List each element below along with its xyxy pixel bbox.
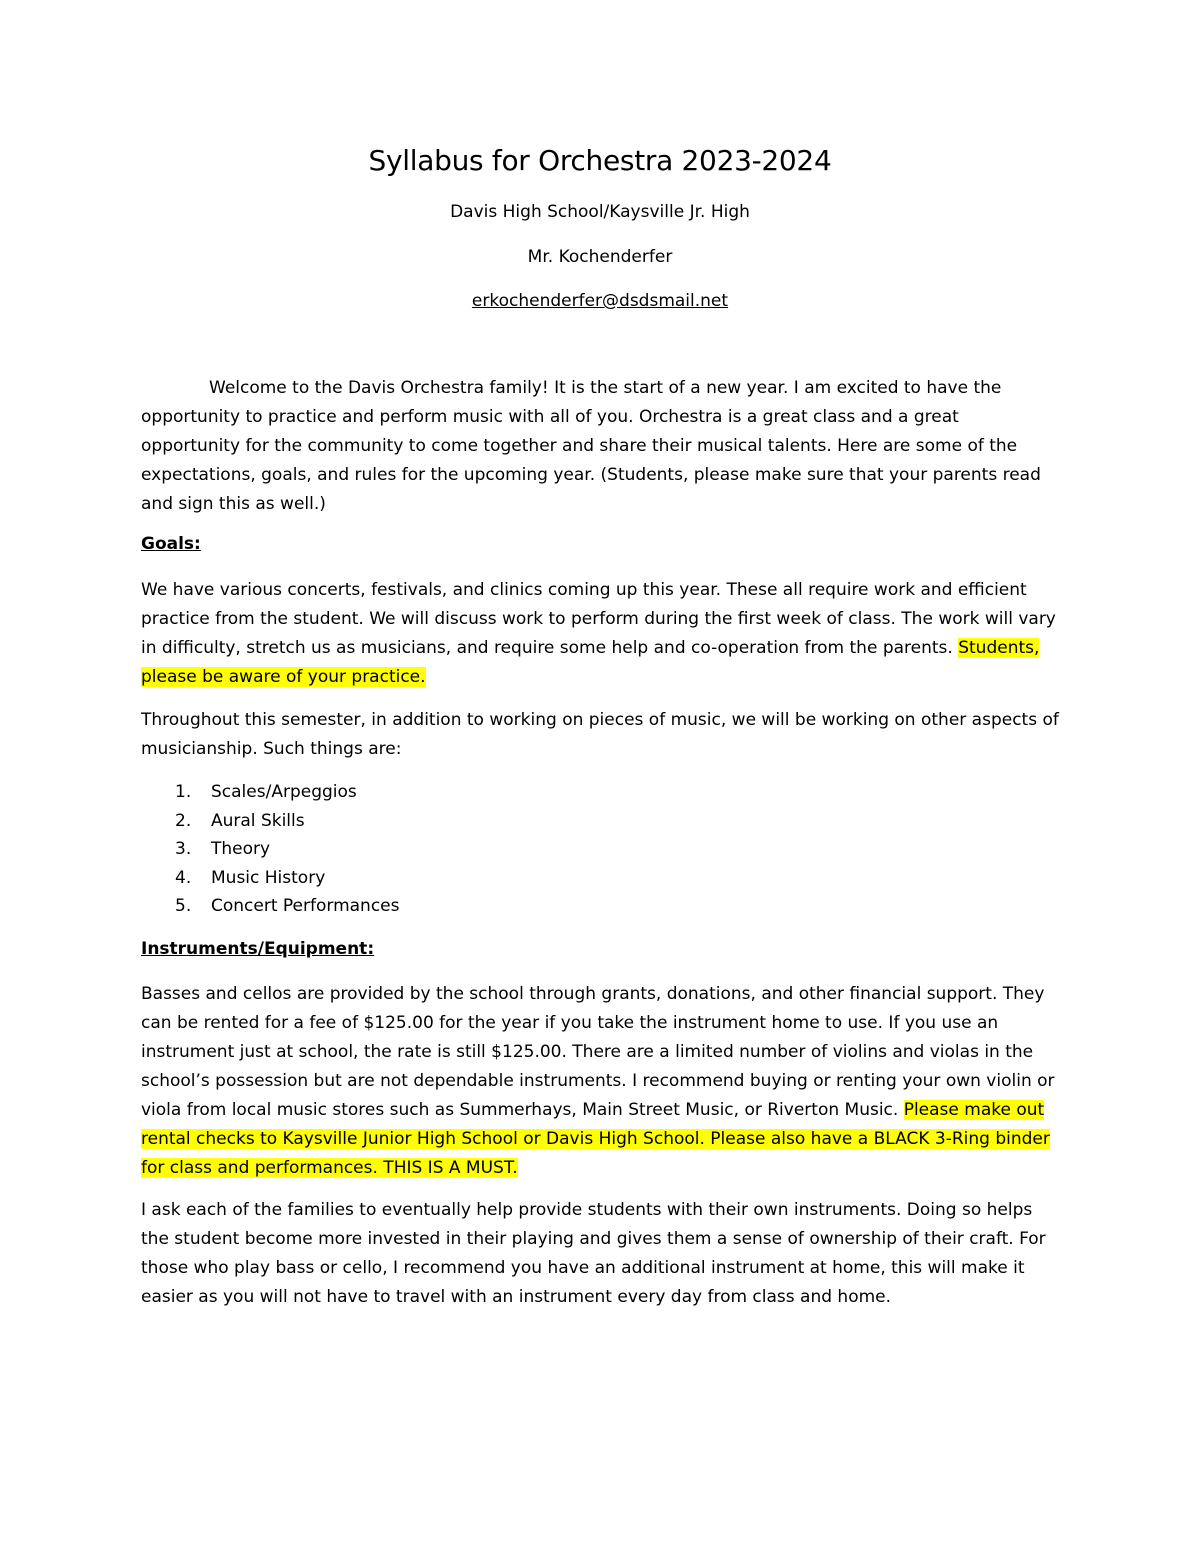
goals-paragraph-1: [141, 576, 1061, 692]
instruments-paragraph-1: [141, 980, 1061, 1183]
musicianship-list: [141, 778, 400, 921]
intro-paragraph: [141, 374, 1061, 519]
list-item: 4. Music History: [175, 867, 326, 888]
teacher-name: Mr. Kochenderfer: [527, 247, 673, 267]
instruments-text-1: Basses and cellos are provided by the school through grants, donations, and other financial support. They can be rented for a fee of $125.00 for the year if you take the instrument home to use. If you use an instrument just at school, the rate is still $125.00. There are a limited number of violins and violas in the school’s possession but are not dependable instruments. I recommend buying or renting your own violin or viola from local music stores such as Summerhays, Main Street Music, or Riverton Music.: [141, 984, 1055, 1120]
intro-text: Welcome to the Davis Orchestra family! It is the start of a new year. I am excited to have the opportunity to practice and perform music with all of you. Orchestra is a great class and a great opportunity for the community to come together and share their musical talents. Here are some of the expectations, goals, and rules for the upcoming year. (Students, please make sure that your parents read and sign this as well.): [141, 378, 1041, 514]
goals-paragraph-2: Throughout this semester, in addition to working on pieces of music, we will be working on other aspects of musicianship. Such things are:: [141, 710, 1059, 759]
list-item: 1. Scales/Arpeggios: [175, 782, 357, 802]
instruments-paragraph-2: I ask each of the families to eventually help provide students with their own instruments. Doing so helps the student become more invested in their playing and gives them a sense of ownership of their craft. For those who play bass or cello, I recommend you have an additional instrument at home, this will make it easier as you will not have to travel with an instrument every day from class and home.: [141, 1200, 1046, 1307]
teacher-email-link[interactable]: erkochenderfer@dsdsmail.net: [471, 291, 729, 311]
document-title: Syllabus for Orchestra 2023-2024: [368, 144, 832, 177]
teacher-email-wrap: [0, 291, 1200, 311]
goals-heading: Goals:: [141, 534, 201, 554]
goals-text-1: We have various concerts, festivals, and clinics coming up this year. These all require work and efficient practice from the student. We will discuss work to perform during the first week of class. The work will vary in difficulty, stretch us as musicians, and require some help and co-operation from the parents.: [141, 580, 1056, 658]
instruments-heading: Instruments/Equipment:: [141, 939, 375, 959]
goals-highlight: Students, please be aware of your practice.: [141, 638, 1040, 687]
instruments-highlight: Please make out rental checks to Kaysville Junior High School or Davis High School. Please also have a BLACK 3-Ring binder for class and performances. THIS IS A MUST.: [141, 1100, 1050, 1178]
list-item: 3. Theory: [175, 839, 271, 859]
school-name: Davis High School/Kaysville Jr. High: [450, 202, 750, 222]
list-item: 2. Aural Skills: [175, 810, 305, 831]
list-item: 5. Concert Performances: [175, 896, 400, 916]
